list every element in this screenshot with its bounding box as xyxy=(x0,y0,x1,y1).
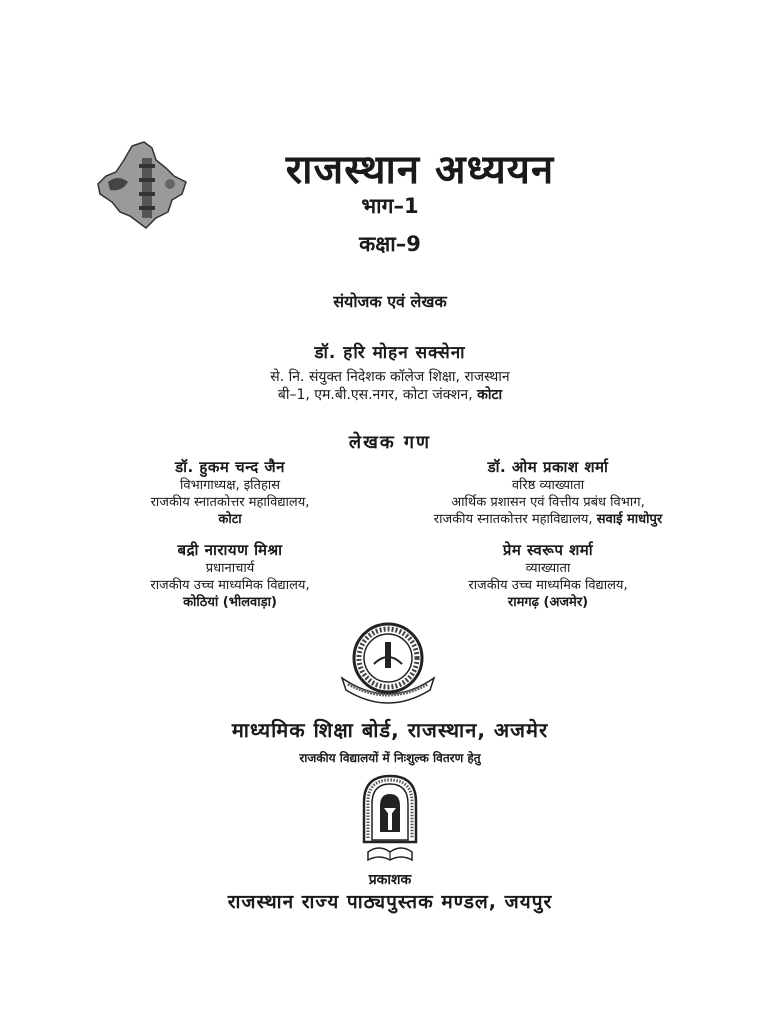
publisher-seal-logo xyxy=(360,772,420,864)
convener-address-text: बी–1, एम.बी.एस.नगर, कोटा जंक्शन, xyxy=(277,387,473,403)
author-block xyxy=(80,540,380,611)
author-line2: राजकीय उच्च माध्यमिक विद्यालय, xyxy=(468,578,628,593)
author-location: सवाई माधोपुर xyxy=(596,512,663,527)
author-line2: आर्थिक प्रशासन एवं वित्तीय प्रबंध विभाग, xyxy=(451,495,645,510)
author-line2: राजकीय स्नातकोत्तर महाविद्यालय, xyxy=(150,495,310,510)
board-seal-logo xyxy=(338,620,438,708)
author-name: बद्री नारायण मिश्रा xyxy=(177,541,283,559)
convener-name: डॉ. हरि मोहन सक्सेना xyxy=(314,343,466,363)
author-block xyxy=(398,540,698,611)
board-name: माध्यमिक शिक्षा बोर्ड, राजस्थान, अजमेर xyxy=(231,718,549,742)
author-location: कोठियां (भीलवाड़ा) xyxy=(183,595,277,610)
book-class: कक्षा–9 xyxy=(359,232,421,256)
author-block xyxy=(80,457,380,528)
author-location: कोटा xyxy=(218,512,242,527)
book-part: भाग–1 xyxy=(361,194,419,218)
author-name: डॉ. हुकम चन्द जैन xyxy=(175,458,285,476)
author-line1: वरिष्ठ व्याख्याता xyxy=(511,478,585,493)
author-line1: विभागाध्यक्ष, इतिहास xyxy=(179,478,281,493)
author-block xyxy=(398,457,698,528)
author-line3-row xyxy=(398,511,698,528)
convener-heading: संयोजक एवं लेखक xyxy=(333,292,447,311)
author-name: प्रेम स्वरूप शर्मा xyxy=(502,541,594,559)
author-line2: राजकीय उच्च माध्यमिक विद्यालय, xyxy=(150,578,310,593)
book-title: राजस्थान अध्ययन xyxy=(285,147,555,193)
publisher-name: राजस्थान राज्य पाठ्यपुस्तक मण्डल, जयपुर xyxy=(227,891,553,913)
publisher-label: प्रकाशक xyxy=(368,872,412,888)
author-line1: व्याख्याता xyxy=(525,561,571,576)
convener-designation: से. नि. संयुक्त निदेशक कॉलेज शिक्षा, राजस्थान xyxy=(270,369,510,385)
author-line3: राजकीय स्नातकोत्तर महाविद्यालय, xyxy=(433,512,593,527)
author-line1: प्रधानाचार्य xyxy=(205,561,255,576)
free-distribution-note: राजकीय विद्यालयों में निःशुल्क वितरण हेतु xyxy=(299,751,481,765)
convener-city: कोटा xyxy=(477,387,503,403)
authors-heading: लेखक गण xyxy=(348,432,432,453)
convener-address xyxy=(150,385,630,404)
author-location: रामगढ़ (अजमेर) xyxy=(507,595,589,610)
author-name: डॉ. ओम प्रकाश शर्मा xyxy=(487,458,609,476)
